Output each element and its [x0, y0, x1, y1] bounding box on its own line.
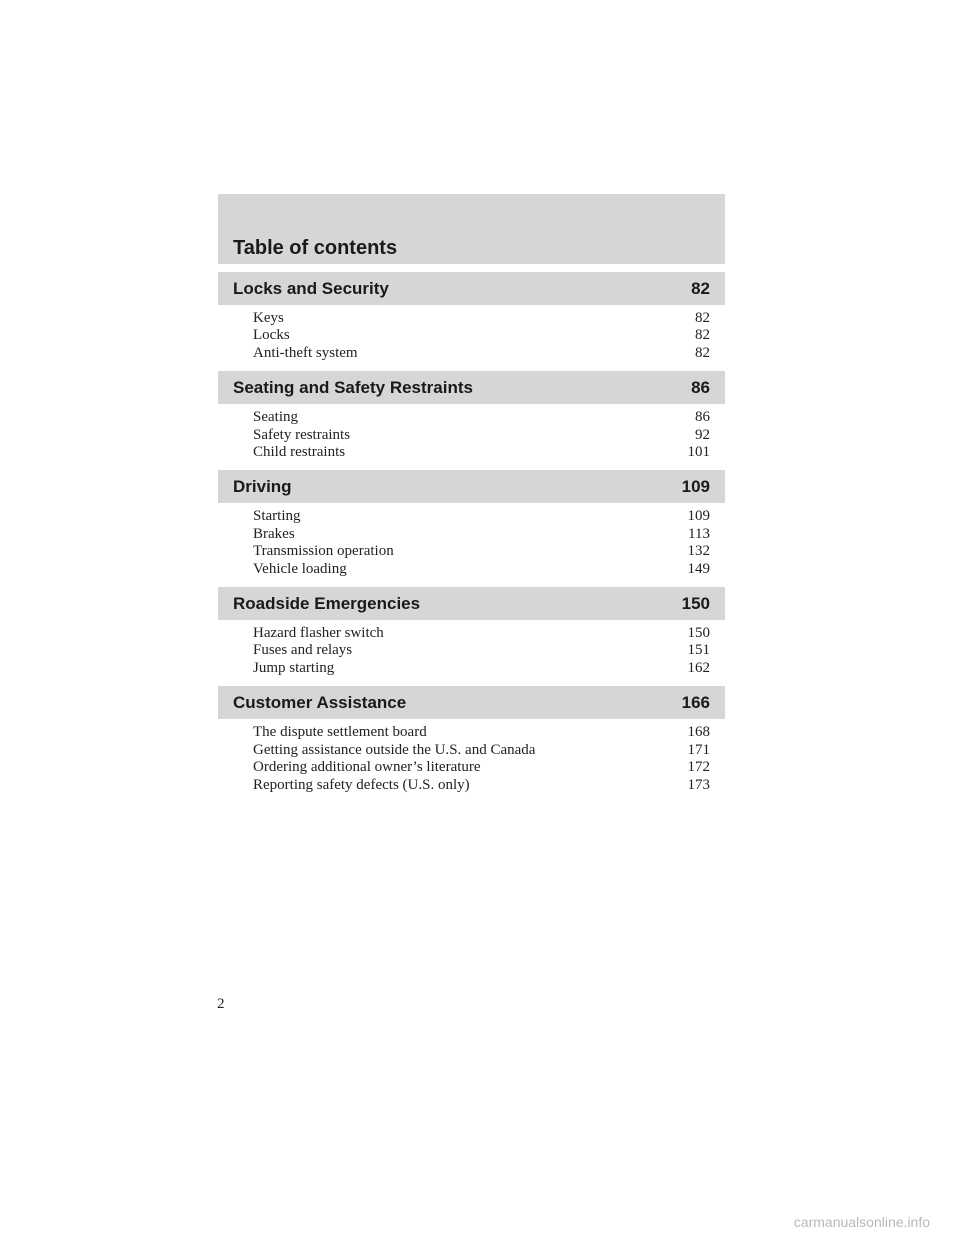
entry-page: 82 [695, 310, 710, 326]
toc-entry-link[interactable] [253, 642, 710, 659]
entry-page: 149 [687, 560, 710, 577]
toc-entry-link[interactable] [253, 742, 710, 759]
entry-page: 109 [687, 508, 710, 525]
entry-page: 92 [695, 426, 710, 443]
toc-section-locks-and-security [218, 272, 725, 362]
toc-entry-link[interactable] [253, 444, 710, 461]
section-heading-link[interactable] [218, 470, 725, 503]
entry-label: Ordering additional owner’s literature [253, 759, 481, 776]
toc-entry-link[interactable] [253, 508, 710, 525]
toc-entry-link[interactable] [253, 625, 710, 642]
watermark: carmanualsonline.info [793, 1214, 930, 1230]
entry-label: Vehicle loading [253, 560, 347, 577]
entry-page: 162 [687, 659, 710, 676]
toc-entry-link[interactable] [253, 543, 710, 560]
entry-list [218, 719, 725, 794]
section-heading-link[interactable] [218, 272, 725, 305]
toc-entry-link[interactable] [253, 526, 710, 543]
toc-entry-link[interactable] [253, 409, 710, 426]
entry-page: 171 [687, 741, 710, 758]
entry-label: Locks [253, 327, 290, 344]
page-title: Table of contents [233, 237, 398, 259]
entry-label: Safety restraints [253, 426, 351, 443]
section-page: 86 [691, 377, 710, 397]
entry-list [218, 404, 725, 461]
toc-section-roadside-emergencies [218, 587, 725, 677]
toc-section-customer-assistance [218, 686, 725, 794]
section-heading-link[interactable] [218, 371, 725, 404]
toc-entry-link[interactable] [253, 427, 710, 444]
section-page: 150 [681, 593, 710, 613]
entry-list [218, 503, 725, 578]
section-page: 166 [681, 692, 710, 712]
toc-section-driving [218, 470, 725, 578]
entry-label: Getting assistance outside the U.S. and Canada [253, 741, 536, 758]
toc-entry-link[interactable] [253, 724, 710, 741]
entry-page: 113 [688, 525, 710, 542]
section-page: 109 [681, 476, 710, 496]
toc-entry-link[interactable] [253, 759, 710, 776]
section-heading-link[interactable] [218, 686, 725, 719]
entry-page: 82 [695, 327, 710, 344]
toc-entry-link[interactable] [253, 327, 710, 344]
entry-page: 86 [695, 409, 710, 426]
entry-label: Jump starting [253, 659, 335, 676]
entry-list [218, 620, 725, 677]
section-page: 82 [691, 278, 710, 298]
entry-label: Transmission operation [253, 543, 394, 560]
entry-page: 132 [687, 543, 710, 560]
entry-page: 82 [695, 344, 710, 361]
entry-label: Starting [253, 508, 301, 525]
section-heading-link[interactable] [218, 587, 725, 620]
entry-page: 173 [687, 776, 710, 793]
toc-entry-link[interactable] [253, 310, 710, 327]
entry-page: 101 [687, 444, 710, 461]
entry-page: 151 [687, 642, 710, 659]
section-title: Seating and Safety Restraints [233, 377, 473, 397]
section-title: Roadside Emergencies [233, 593, 421, 613]
entry-label: Brakes [253, 525, 295, 542]
entry-label: The dispute settlement board [253, 724, 427, 741]
toc-entry-link[interactable] [253, 561, 710, 578]
entry-label: Reporting safety defects (U.S. only) [253, 776, 470, 793]
entry-list [218, 305, 725, 362]
table-of-contents [218, 272, 725, 803]
page-number: 2 [217, 996, 225, 1012]
entry-label: Anti-theft system [253, 344, 358, 361]
entry-page: 172 [687, 759, 710, 776]
entry-label: Fuses and relays [253, 642, 353, 659]
title-banner [218, 194, 725, 264]
section-title: Locks and Security [233, 278, 389, 298]
entry-page: 150 [687, 625, 710, 642]
toc-entry-link[interactable] [253, 345, 710, 362]
entry-page: 168 [687, 724, 710, 741]
entry-label: Keys [253, 310, 284, 326]
section-title: Customer Assistance [233, 692, 407, 712]
toc-entry-link[interactable] [253, 660, 710, 677]
toc-entry-link[interactable] [253, 777, 710, 794]
section-title: Driving [233, 476, 292, 496]
toc-section-seating-and-safety-restraints [218, 371, 725, 461]
entry-label: Seating [253, 409, 298, 426]
entry-label: Hazard flasher switch [253, 625, 384, 642]
entry-label: Child restraints [253, 444, 346, 461]
